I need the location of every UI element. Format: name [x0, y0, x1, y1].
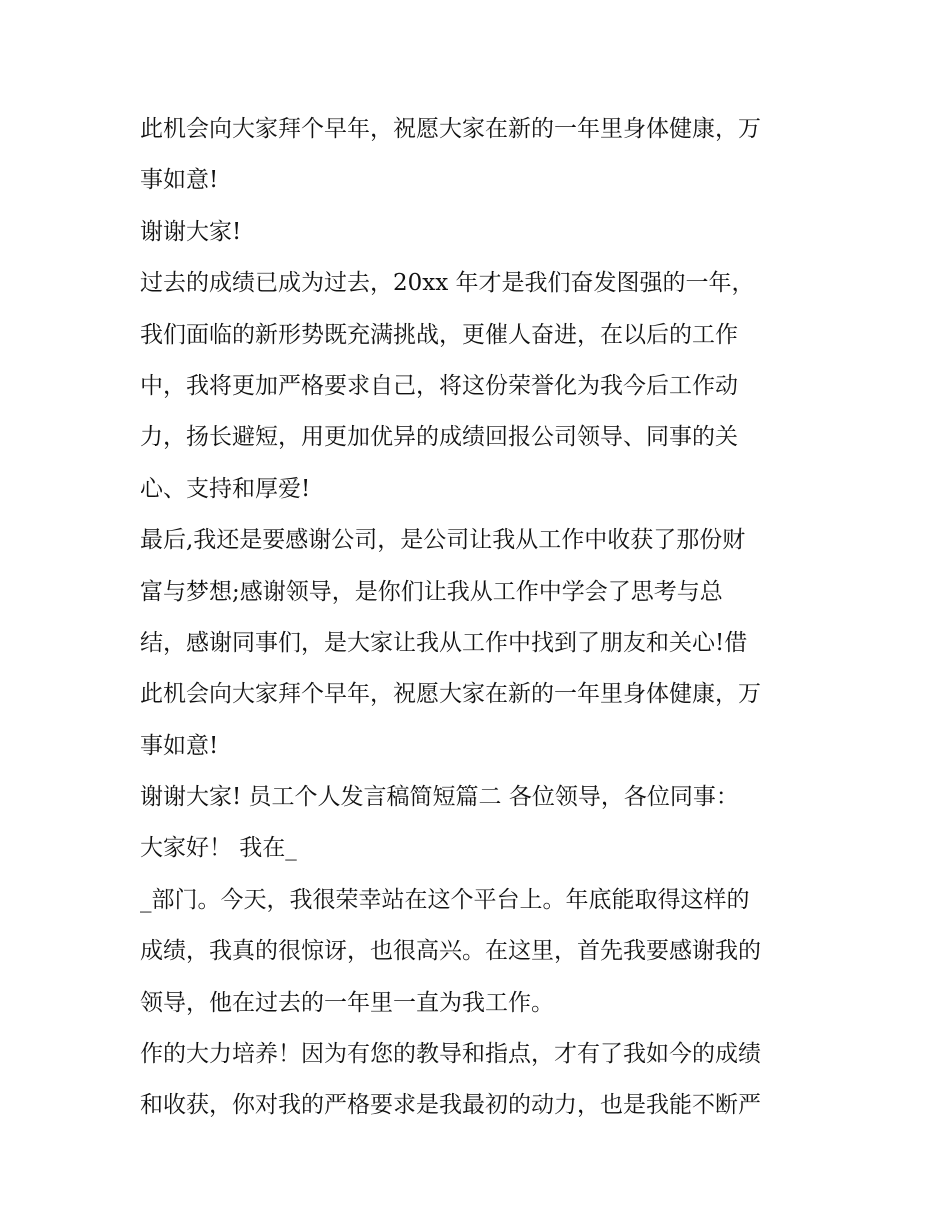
text-line: 成绩，我真的很惊讶，也很高兴。在这里，首先我要感谢我的: [140, 938, 761, 965]
text-line: 结，感谢同事们，是大家让我从工作中找到了朋友和关心!借: [140, 629, 748, 656]
text-line: 大家好！ 我在_: [140, 835, 297, 862]
text-line: 作的大力培养！因为有您的教导和指点，才有了我如今的成绩: [140, 1041, 761, 1068]
text-line: 领导，他在过去的一年里一直为我工作。: [140, 989, 554, 1016]
text-line: 此机会向大家拜个早年，祝愿大家在新的一年里身体健康，万: [140, 116, 761, 142]
text-line: 中，我将更加严格要求自己，将这份荣誉化为我今后工作动: [140, 372, 738, 399]
text-line: 谢谢大家! 员工个人发言稿简短篇二 各位领导，各位同事：: [140, 784, 739, 811]
text-line: 力，扬长避短，用更加优异的成绩回报公司领导、同事的关: [140, 424, 738, 451]
text-line: 事如意!: [140, 732, 219, 759]
document-body: [140, 104, 820, 1132]
text-line: 谢谢大家!: [140, 218, 242, 245]
text-line: 和收获，你对我的严格要求是我最初的动力，也是我能不断严: [140, 1092, 761, 1119]
text-line: 心、支持和厚爱!: [140, 475, 311, 502]
text-line: 我们面临的新形势既充满挑战，更催人奋进，在以后的工作: [140, 321, 738, 348]
text-line: _部门。今天，我很荣幸站在这个平台上。年底能取得这样的: [140, 886, 750, 913]
text-line: 此机会向大家拜个早年，祝愿大家在新的一年里身体健康，万: [140, 681, 761, 708]
text-line: 过去的成绩已成为过去，20xx 年才是我们奋发图强的一年，: [140, 270, 755, 297]
text-line: 事如意!: [140, 167, 219, 194]
text-line: 富与梦想;感谢领导，是你们让我从工作中学会了思考与总: [140, 578, 723, 605]
text-line: 最后,我还是要感谢公司，是公司让我从工作中收获了那份财: [140, 527, 746, 554]
